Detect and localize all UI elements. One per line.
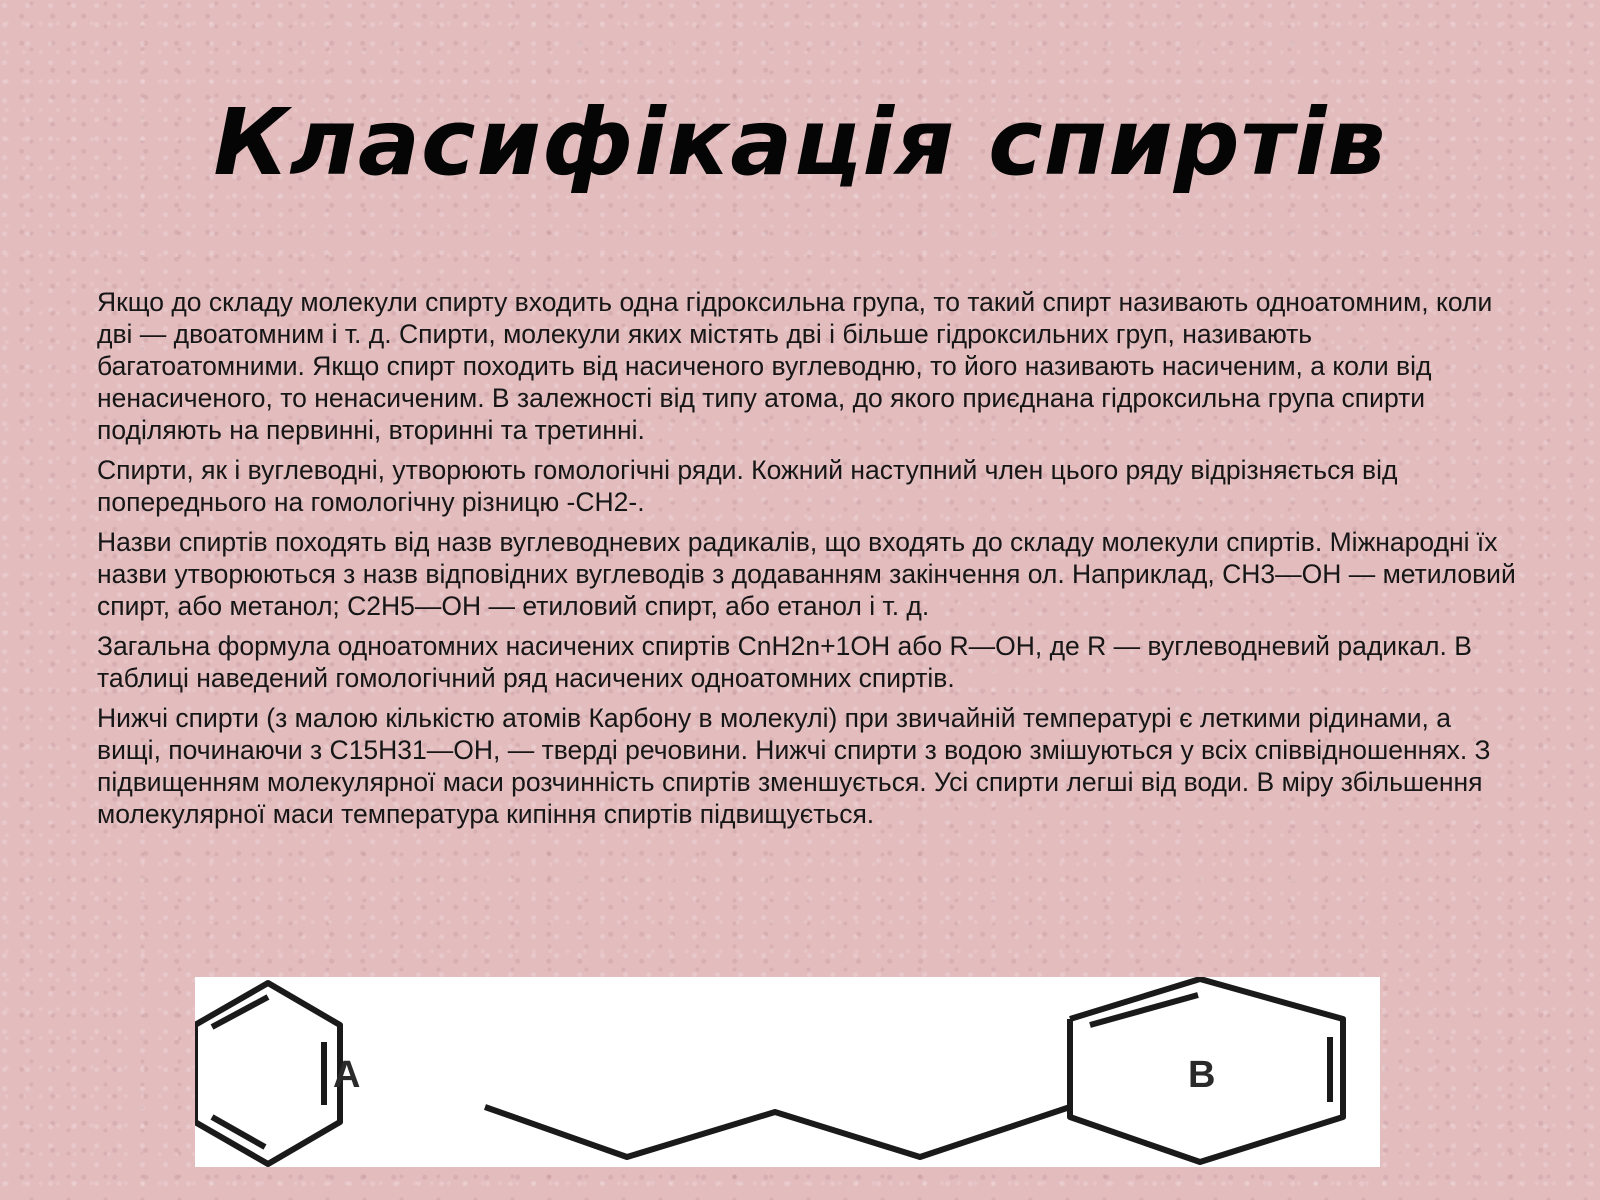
slide-title: Класифікація спиртів: [213, 89, 1387, 196]
ring-a-label: A: [333, 1054, 361, 1096]
paragraph-3: Назви спиртів походять від назв вуглеводневих радикалів, що входять до складу молекули спиртів. Міжнародні їх назви утворюються з назв відповідних вуглеводів з додаванням закінчення ол. Наприклад, СН3—ОН — метиловий спирт, або метанол; С2Н5—ОН — етиловий спирт, або етанол і т. д.: [97, 527, 1516, 621]
ring-b-label: B: [1188, 1054, 1216, 1096]
slide-body: [97, 286, 1517, 838]
paragraph-5: Нижчі спирти (з малою кількістю атомів Карбону в молекулі) при звичайній температурі є леткими рідинами, а вищі, починаючи з С15Н31—ОН, — тверді речовини. Нижчі спирти з водою змішуються у всіх співвідношеннях. З підвищенням молекулярної маси розчинність спиртів зменшується. Усі спирти легші від води. В міру збільшення молекулярної маси температура кипіння спиртів підвищується.: [97, 703, 1491, 829]
paragraph-1: Якщо до складу молекули спирту входить одна гідроксильна група, то такий спирт називають одноатомним, коли дві — двоатомним і т. д. Спирти, молекули яких містять дві і більше гідроксильних груп, називають багатоатомними. Якщо спирт походить від насиченого вуглеводню, то його називають насиченим, а коли від ненасиченого, то ненасиченим. В залежності від типу атома, до якого приєднана гідроксильна група спирти поділяють на первинні, вторинні та третинні.: [97, 287, 1493, 445]
paragraph-4: Загальна формула одноатомних насичених спиртів CnH2n+1OH або R—ОН, де R — вуглеводневий радикал. В таблиці наведений гомологічний ряд насичених одноатомних спиртів.: [97, 631, 1472, 693]
ring-a-outline: [195, 983, 340, 1164]
ring-a: [195, 983, 340, 1164]
alkyl-chain: [485, 1107, 1070, 1157]
chain-anchor: [340, 1107, 485, 1122]
molecule-structure: [195, 977, 1380, 1167]
molecule-diagram: [195, 977, 1380, 1167]
paragraph-2: Спирти, як і вуглеводні, утворюють гомологічні ряди. Кожний наступний член цього ряду відрізняється від попереднього на гомологічну різницю -СН2-.: [97, 455, 1398, 517]
ring-a-double-bond-3: [212, 1117, 265, 1147]
